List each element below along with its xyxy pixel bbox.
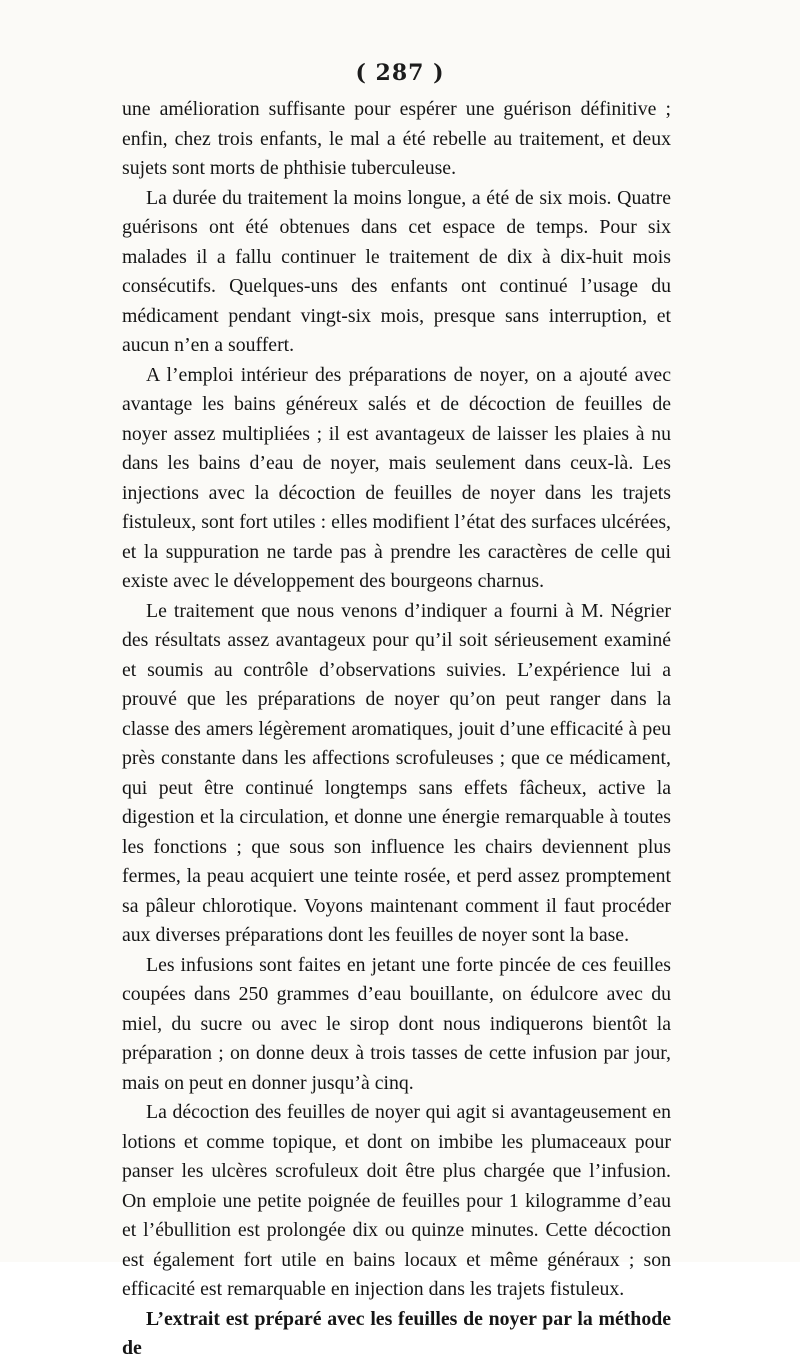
paragraph-negrier-results: Le traitement que nous venons d’indiquer a fourni à M. Négrier des résultats assez avantageux pour qu’il soit sérieusement examiné et soumis au contrôle d’observations suivies. L’expérience lui a prouvé que les préparations de noyer qu’on peut ranger dans la classe des amers légèrement aromatiques, jouit d’une efficacité à peu près constante dans les affections scrofuleuses ; que ce médicament, qui peut être continué longtemps sans effets fâcheux, active la digestion et la circulation, et donne une énergie remarquable à toutes les fonctions ; que sous son influence les chairs deviennent plus fermes, la peau acquiert une teinte rosée, et perd assez promptement sa pâleur chlorotique. Voyons maintenant comment il faut procéder aux diverses préparations dont les feuilles de noyer sont la base. xyxy=(122,599,671,946)
paragraph-extract: L’extrait est préparé avec les feuilles de noyer par la méthode de xyxy=(122,1307,671,1359)
paragraph-decoction: La décoction des feuilles de noyer qui agit si avantageusement en lotions et comme topique, et dont on imbibe les plumaceaux pour panser les ulcères scrofuleux doit être plus chargée que l’infusion. On emploie une petite poignée de feuilles pour 1 kilogramme d’eau et l’ébullition est prolongée dix ou quinze minutes. Cette décoction est également fort utile en bains locaux et même généraux ; son efficacité est remarquable en injection dans les trajets fistuleux. xyxy=(122,1101,671,1300)
paragraph-continuation: une amélioration suffisante pour espérer une guérison définitive ; enfin, chez trois enfants, le mal a été rebelle au traitement, et deux sujets sont morts de phthisie tuberculeuse. xyxy=(122,98,671,179)
paragraph-treatment-duration: La durée du traitement la moins longue, a été de six mois. Quatre guérisons ont été obtenues dans cet espace de temps. Pour six malades il a fallu continuer le traitement de dix à dix-huit mois consécutifs. Quelques-uns des enfants ont continué l’usage du médicament pendant vingt-six mois, presque sans interruption, et aucun n’en a souffert. xyxy=(122,186,671,356)
page-number: ( 287 ) xyxy=(355,60,445,86)
paragraph-infusions: Les infusions sont faites en jetant une forte pincée de ces feuilles coupées dans 250 grammes d’eau bouillante, on édulcore avec du miel, du sucre ou avec le sirop dont nous indiquerons bientôt la préparation ; on donne deux à trois tasses de cette infusion par jour, mais on peut en donner jusqu’à cinq. xyxy=(122,953,671,1094)
paragraph-baths-injections: A l’emploi intérieur des préparations de noyer, on a ajouté avec avantage les bains généreux salés et de décoction de feuilles de noyer assez multipliées ; il est avantageux de laisser les plaies à nu dans les bains d’eau de noyer, mais seulement dans ceux-là. Les injections avec la décoction de feuilles de noyer dans les trajets fistuleux, sont fort utiles : elles modifient l’état des surfaces ulcérées, et la suppuration ne tarde pas à prendre les caractères de celle qui existe avec le développement des bourgeons charnus. xyxy=(122,363,671,592)
body-text xyxy=(122,95,671,1364)
